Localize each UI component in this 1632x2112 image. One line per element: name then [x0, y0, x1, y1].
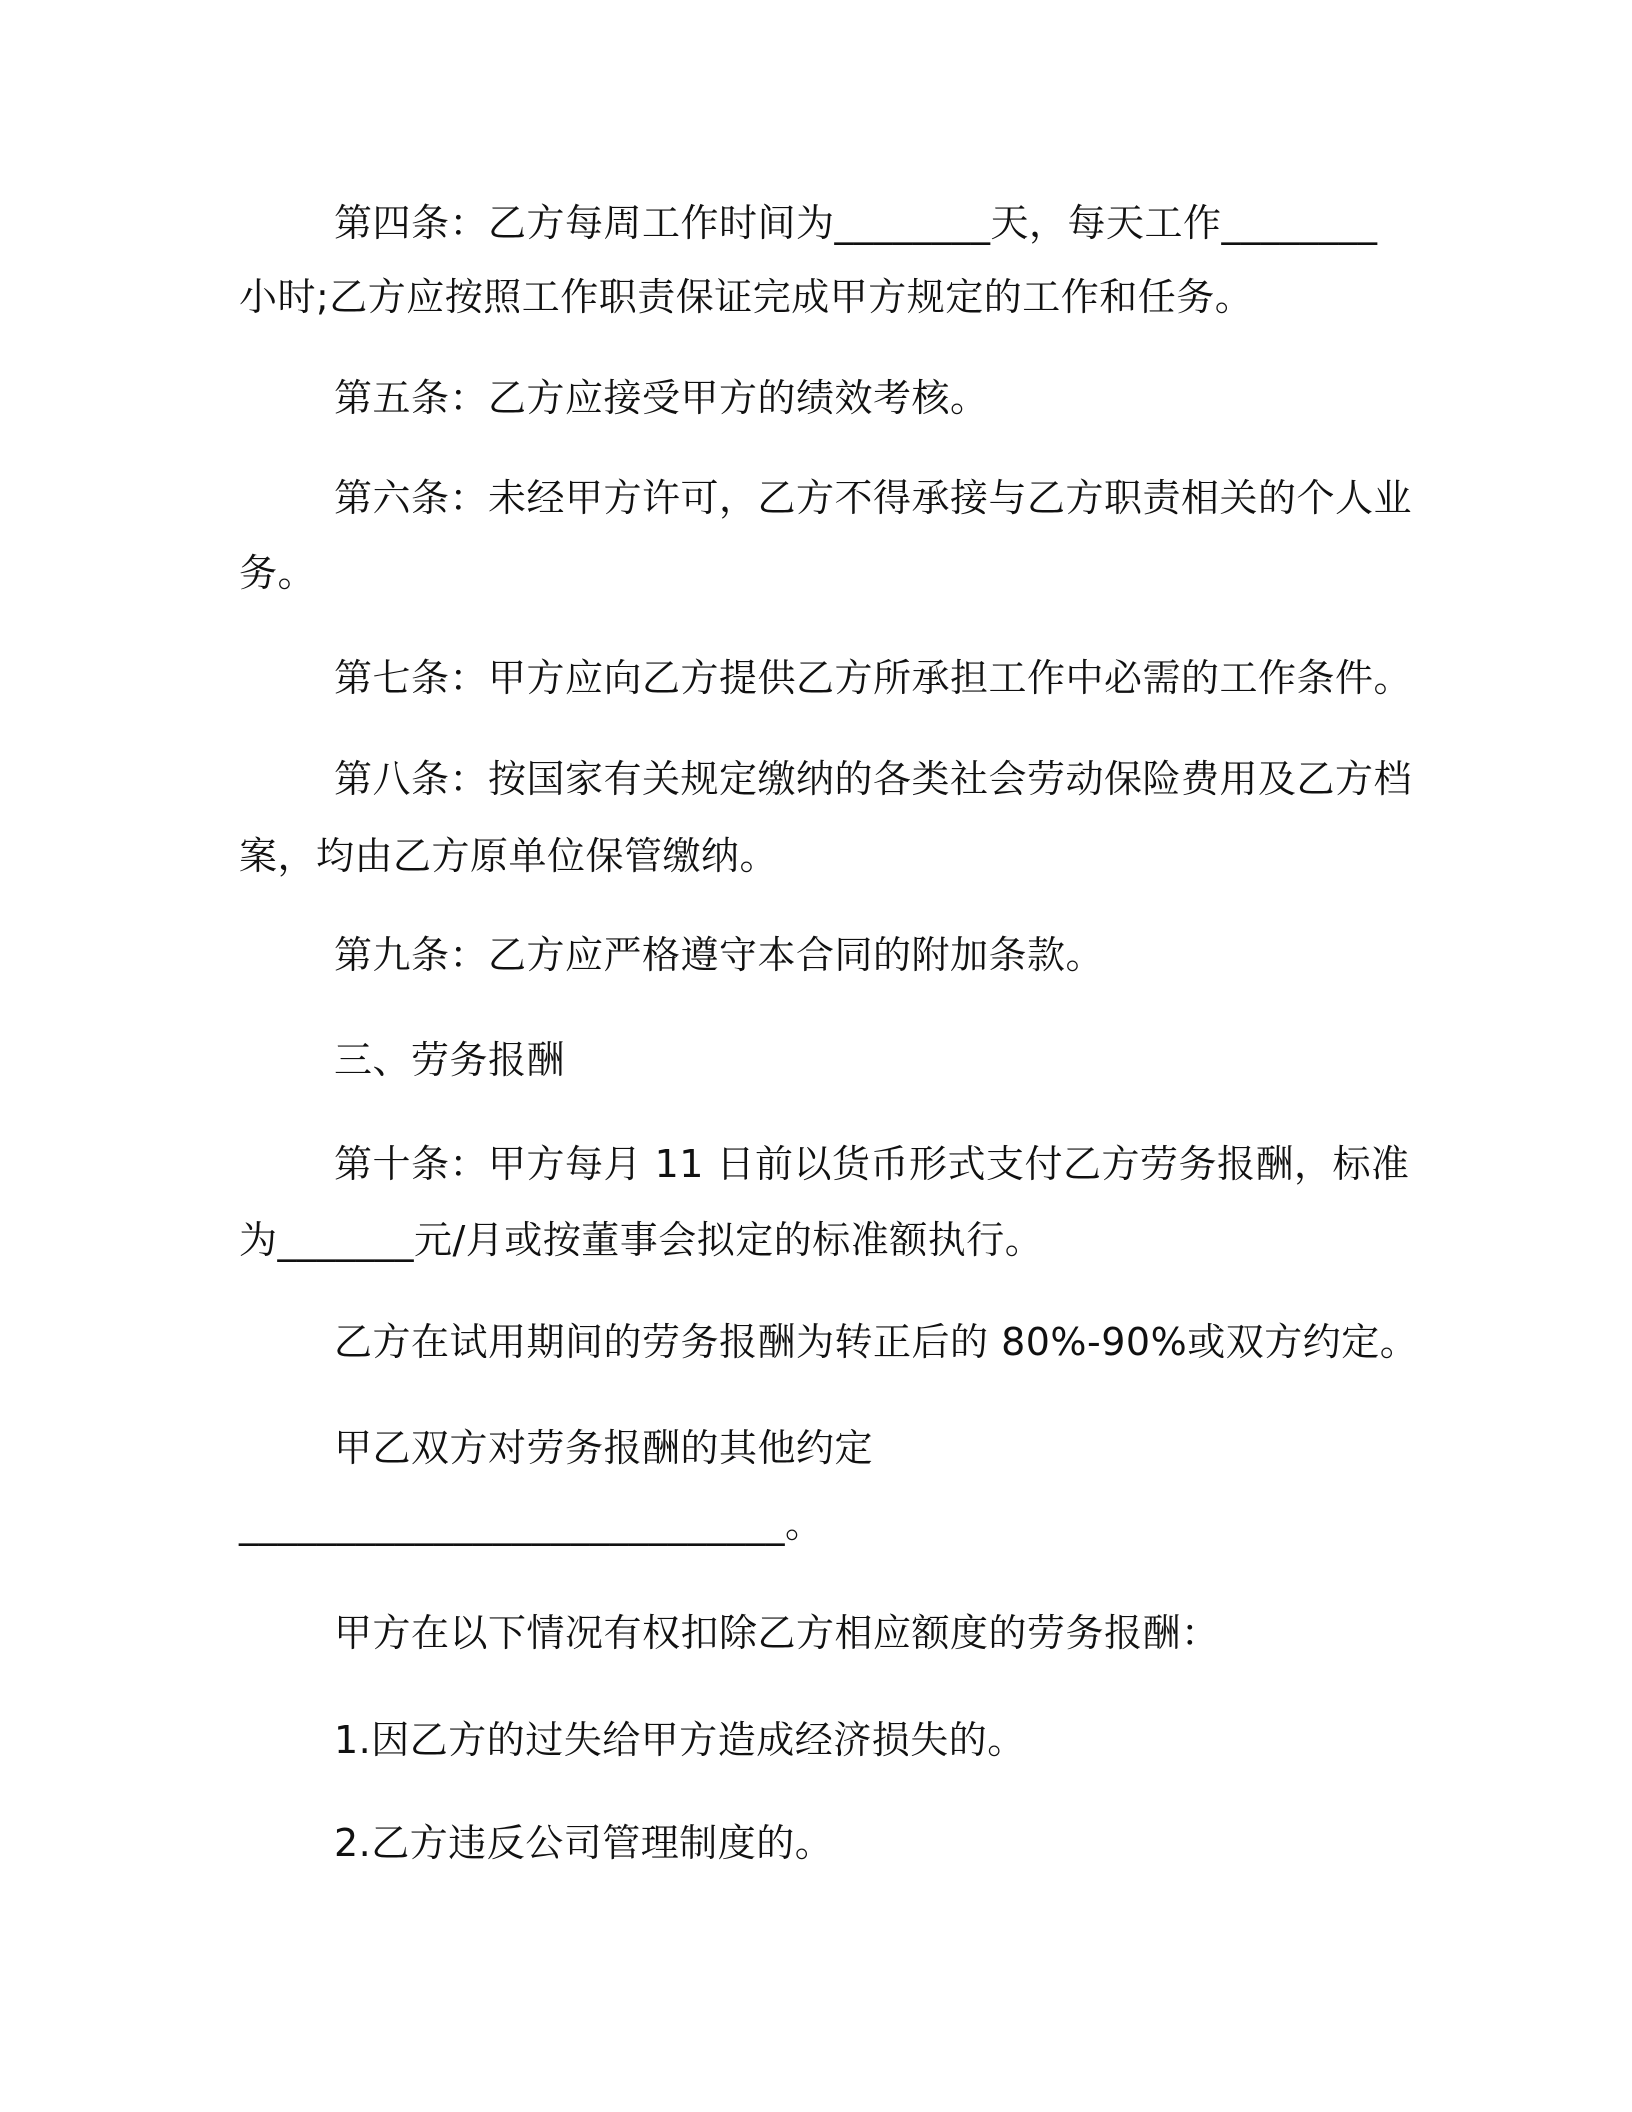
article-4-line-2: 小时;乙方应按照工作职责保证完成甲方规定的工作和任务。	[239, 275, 1254, 319]
article-5: 第五条：乙方应接受甲方的绩效考核。	[334, 376, 989, 420]
deduction-item-2: 2.乙方违反公司管理制度的。	[334, 1821, 834, 1865]
article-10-line-2: 为_______元/月或按董事会拟定的标准额执行。	[239, 1218, 1044, 1262]
probation-remuneration: 乙方在试用期间的劳务报酬为转正后的 80%-90%或双方约定。	[334, 1320, 1419, 1364]
article-6-line-2: 务。	[239, 551, 317, 595]
article-10-line-1: 第十条：甲方每月 11 日前以货币形式支付乙方劳务报酬，标准	[334, 1142, 1410, 1186]
article-8-line-2: 案，均由乙方原单位保管缴纳。	[239, 834, 779, 878]
article-9: 第九条：乙方应严格遵守本合同的附加条款。	[334, 933, 1105, 977]
article-6-line-1: 第六条：未经甲方许可，乙方不得承接与乙方职责相关的个人业	[334, 476, 1413, 520]
deduction-intro: 甲方在以下情况有权扣除乙方相应额度的劳务报酬：	[334, 1611, 1220, 1655]
other-agreement-line-1: 甲乙双方对劳务报酬的其他约定	[334, 1426, 874, 1470]
deduction-item-1: 1.因乙方的过失给甲方造成经济损失的。	[334, 1718, 1026, 1762]
other-agreement-line-2: ____________________________。	[239, 1502, 824, 1546]
section-heading-remuneration: 三、劳务报酬	[334, 1038, 566, 1082]
article-8-line-1: 第八条：按国家有关规定缴纳的各类社会劳动保险费用及乙方档	[334, 757, 1413, 801]
article-4-line-1: 第四条：乙方每周工作时间为________天，每天工作________	[334, 201, 1378, 245]
article-7: 第七条：甲方应向乙方提供乙方所承担工作中必需的工作条件。	[334, 656, 1413, 700]
